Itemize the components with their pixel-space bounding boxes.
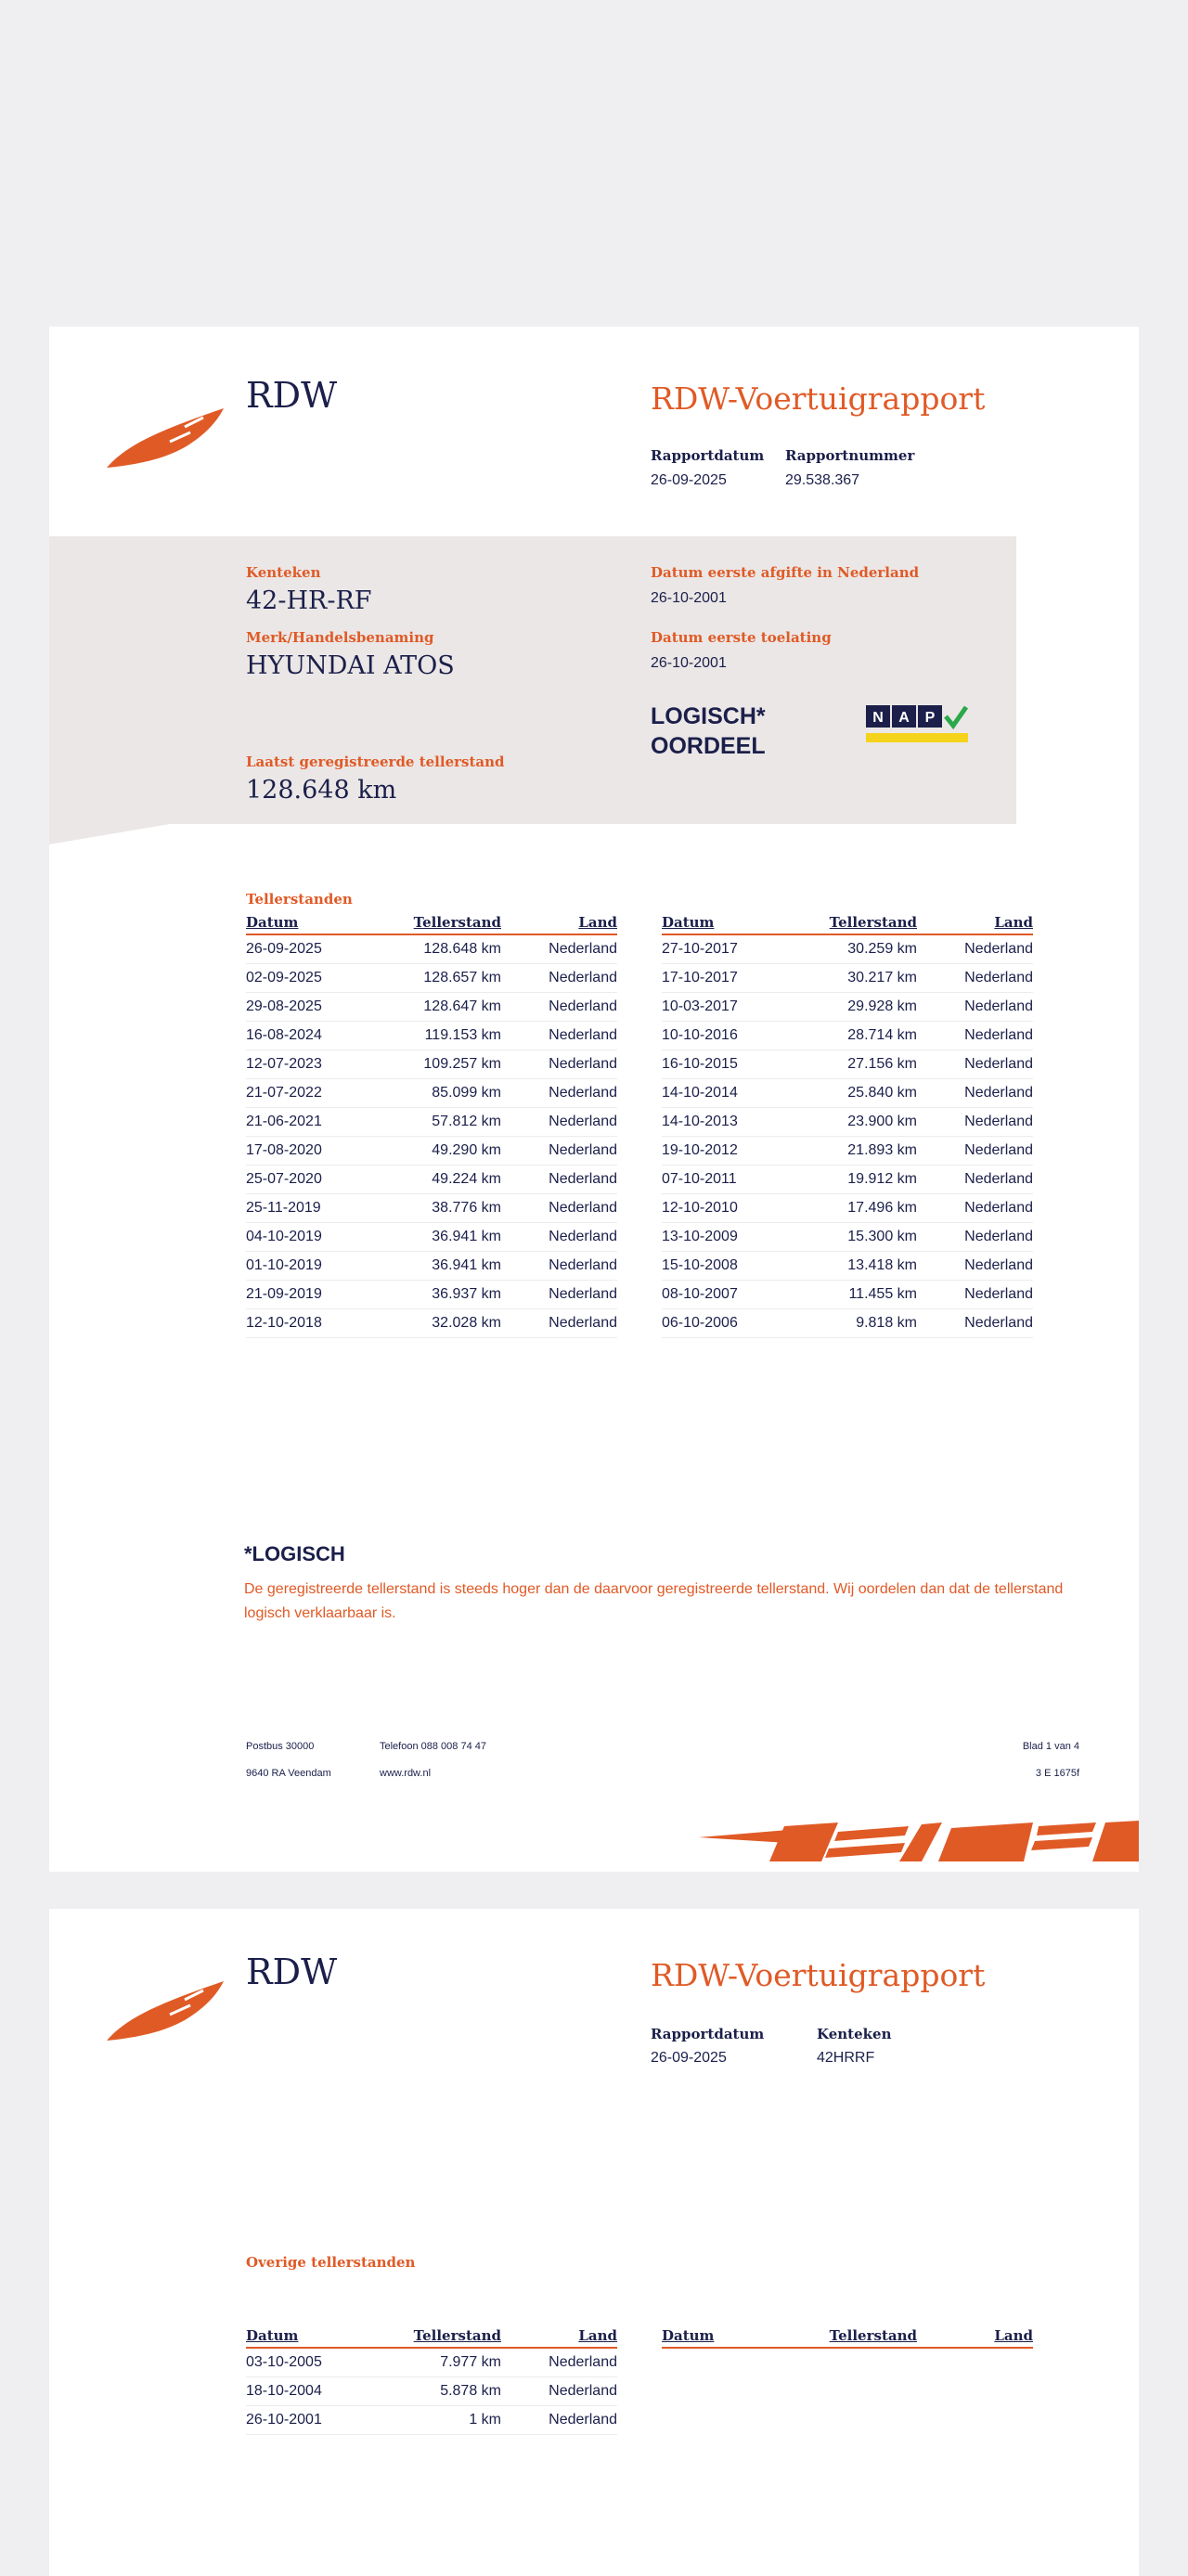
kenteken-value: 42-HR-RF	[246, 586, 372, 615]
country-cell: Nederland	[501, 1223, 617, 1252]
table-row	[246, 1050, 617, 1079]
table-header-row	[662, 911, 1033, 934]
date-cell: 02-09-2025	[246, 964, 390, 993]
overige-table-right	[662, 2325, 1033, 2349]
afgifte-label: Datum eerste afgifte in Nederland	[651, 564, 920, 581]
svg-text:N: N	[872, 710, 884, 726]
date-cell: 12-10-2018	[246, 1309, 390, 1338]
kenteken-value: 42HRRF	[817, 2050, 875, 2066]
odometer-cell: 23.900 km	[806, 1108, 917, 1137]
footer-blad: Blad 1 van 4	[1022, 1741, 1079, 1752]
country-cell: Nederland	[917, 1108, 1033, 1137]
country-cell: Nederland	[501, 993, 617, 1022]
country-cell: Nederland	[917, 1166, 1033, 1194]
table-row	[246, 1309, 617, 1338]
odometer-cell: 49.290 km	[390, 1137, 501, 1166]
column-header-tellerstand: Tellerstand	[390, 2325, 501, 2348]
odometer-cell: 49.224 km	[390, 1166, 501, 1194]
table-row	[246, 2406, 617, 2435]
tellerstanden-table-left	[246, 911, 617, 1338]
column-header-land: Land	[917, 911, 1033, 934]
toelating-value: 26-10-2001	[651, 655, 727, 671]
column-header-land: Land	[917, 2325, 1033, 2348]
date-cell: 16-08-2024	[246, 1022, 390, 1050]
odometer-cell: 128.647 km	[390, 993, 501, 1022]
table-row	[246, 1108, 617, 1137]
table-row	[662, 1281, 1033, 1309]
date-cell: 17-10-2017	[662, 964, 806, 993]
table-row	[246, 1252, 617, 1281]
country-cell: Nederland	[501, 1050, 617, 1079]
date-cell: 10-10-2016	[662, 1022, 806, 1050]
tellerstand-value: 128.648 km	[246, 776, 397, 805]
column-header-land: Land	[501, 911, 617, 934]
country-cell: Nederland	[501, 1022, 617, 1050]
table-row	[662, 964, 1033, 993]
date-cell: 25-07-2020	[246, 1166, 390, 1194]
odometer-cell: 30.259 km	[806, 934, 917, 964]
odometer-cell: 29.928 km	[806, 993, 917, 1022]
odometer-cell: 38.776 km	[390, 1194, 501, 1223]
rapportdatum-value: 26-09-2025	[651, 472, 727, 488]
date-cell: 27-10-2017	[662, 934, 806, 964]
report-title: RDW-Voertuigrapport	[651, 1957, 986, 1993]
table-row	[662, 934, 1033, 964]
date-cell: 08-10-2007	[662, 1281, 806, 1309]
toelating-label: Datum eerste toelating	[651, 629, 832, 646]
column-header-datum: Datum	[662, 911, 806, 934]
kenteken-label: Kenteken	[246, 564, 321, 581]
brand-name: RDW	[246, 375, 338, 416]
country-cell: Nederland	[501, 1137, 617, 1166]
tellerstanden-title: Tellerstanden	[246, 891, 353, 908]
tellerstanden-table-right	[662, 911, 1033, 1338]
country-cell: Nederland	[917, 1281, 1033, 1309]
odometer-cell: 27.156 km	[806, 1050, 917, 1079]
date-cell: 26-10-2001	[246, 2406, 390, 2435]
report-page-2	[49, 1909, 1139, 2576]
country-cell: Nederland	[917, 1223, 1033, 1252]
table-row	[246, 993, 617, 1022]
odometer-cell: 36.941 km	[390, 1252, 501, 1281]
date-cell: 07-10-2011	[662, 1166, 806, 1194]
table-row	[662, 1252, 1033, 1281]
rapportnummer-label: Rapportnummer	[785, 447, 915, 464]
table-row	[246, 1194, 617, 1223]
kenteken-label: Kenteken	[817, 2026, 892, 2042]
country-cell: Nederland	[501, 1108, 617, 1137]
date-cell: 12-07-2023	[246, 1050, 390, 1079]
country-cell: Nederland	[917, 1079, 1033, 1108]
table-header-row	[662, 2325, 1033, 2348]
country-cell: Nederland	[917, 1252, 1033, 1281]
odometer-cell: 11.455 km	[806, 1281, 917, 1309]
table-row	[662, 1194, 1033, 1223]
odometer-cell: 57.812 km	[390, 1108, 501, 1137]
table-row	[246, 1166, 617, 1194]
country-cell: Nederland	[917, 934, 1033, 964]
date-cell: 21-07-2022	[246, 1079, 390, 1108]
country-cell: Nederland	[501, 964, 617, 993]
table-row	[662, 1022, 1033, 1050]
rapportdatum-label: Rapportdatum	[651, 2026, 765, 2042]
merk-label: Merk/Handelsbenaming	[246, 629, 434, 646]
rdw-logo-icon	[99, 390, 229, 473]
country-cell: Nederland	[917, 1194, 1033, 1223]
table-row	[246, 1223, 617, 1252]
date-cell: 21-09-2019	[246, 1281, 390, 1309]
date-cell: 04-10-2019	[246, 1223, 390, 1252]
odometer-cell: 30.217 km	[806, 964, 917, 993]
table-row	[662, 1108, 1033, 1137]
country-cell: Nederland	[501, 1252, 617, 1281]
column-header-tellerstand: Tellerstand	[390, 911, 501, 934]
odometer-cell: 36.937 km	[390, 1281, 501, 1309]
report-page-1	[49, 327, 1139, 1872]
country-cell: Nederland	[501, 934, 617, 964]
date-cell: 18-10-2004	[246, 2377, 390, 2406]
country-cell: Nederland	[501, 2406, 617, 2435]
date-cell: 21-06-2021	[246, 1108, 390, 1137]
date-cell: 16-10-2015	[662, 1050, 806, 1079]
country-cell: Nederland	[917, 1309, 1033, 1338]
column-header-land: Land	[501, 2325, 617, 2348]
footer-city: 9640 RA Veendam	[246, 1768, 331, 1779]
footer-postbus: Postbus 30000	[246, 1741, 315, 1752]
merk-value: HYUNDAI ATOS	[246, 651, 455, 680]
table-row	[246, 1079, 617, 1108]
table-row	[246, 2348, 617, 2377]
country-cell: Nederland	[917, 1137, 1033, 1166]
date-cell: 06-10-2006	[662, 1309, 806, 1338]
country-cell: Nederland	[917, 1050, 1033, 1079]
country-cell: Nederland	[501, 1079, 617, 1108]
odometer-cell: 1 km	[390, 2406, 501, 2435]
odometer-cell: 85.099 km	[390, 1079, 501, 1108]
report-title: RDW-Voertuigrapport	[651, 380, 986, 417]
column-header-datum: Datum	[246, 2325, 390, 2348]
column-header-tellerstand: Tellerstand	[806, 2325, 917, 2348]
footer-code: 3 E 1675f	[1035, 1768, 1079, 1779]
footer-telefoon: Telefoon 088 008 74 47	[380, 1741, 486, 1752]
country-cell: Nederland	[917, 1022, 1033, 1050]
odometer-cell: 36.941 km	[390, 1223, 501, 1252]
date-cell: 03-10-2005	[246, 2348, 390, 2377]
table-row	[662, 1166, 1033, 1194]
tellerstand-label: Laatst geregistreerde tellerstand	[246, 753, 505, 770]
footer-website[interactable]: www.rdw.nl	[380, 1768, 432, 1779]
overige-title: Overige tellerstanden	[246, 2254, 416, 2271]
date-cell: 14-10-2013	[662, 1108, 806, 1137]
column-header-datum: Datum	[246, 911, 390, 934]
nap-logo-icon	[866, 705, 968, 744]
odometer-cell: 19.912 km	[806, 1166, 917, 1194]
table-row	[662, 993, 1033, 1022]
table-row	[246, 934, 617, 964]
odometer-cell: 7.977 km	[390, 2348, 501, 2377]
table-row	[662, 1223, 1033, 1252]
verdict-line2: OORDEEL	[651, 733, 766, 759]
country-cell: Nederland	[501, 2377, 617, 2406]
table-row	[246, 964, 617, 993]
odometer-cell: 21.893 km	[806, 1137, 917, 1166]
rapportdatum-value: 26-09-2025	[651, 2050, 727, 2066]
table-row	[246, 1022, 617, 1050]
date-cell: 17-08-2020	[246, 1137, 390, 1166]
vehicle-info-box	[49, 536, 1016, 824]
odometer-cell: 119.153 km	[390, 1022, 501, 1050]
column-header-tellerstand: Tellerstand	[806, 911, 917, 934]
date-cell: 10-03-2017	[662, 993, 806, 1022]
svg-text:A: A	[898, 710, 910, 726]
date-cell: 19-10-2012	[662, 1137, 806, 1166]
logisch-note-text: De geregistreerde tellerstand is steeds hoger dan de daarvoor geregistreerde tellerstand. Wij oordelen dan dat de tellerstand logisch verklaarbaar is.	[244, 1581, 1064, 1621]
table-row	[662, 1079, 1033, 1108]
brand-name: RDW	[246, 1951, 338, 1992]
country-cell: Nederland	[917, 993, 1033, 1022]
odometer-cell: 25.840 km	[806, 1079, 917, 1108]
rapportnummer-value: 29.538.367	[785, 472, 860, 488]
odometer-cell: 17.496 km	[806, 1194, 917, 1223]
odometer-cell: 13.418 km	[806, 1252, 917, 1281]
date-cell: 15-10-2008	[662, 1252, 806, 1281]
date-cell: 26-09-2025	[246, 934, 390, 964]
overige-table-left	[246, 2325, 617, 2435]
rdw-logo-icon	[99, 1963, 229, 2046]
date-cell: 13-10-2009	[662, 1223, 806, 1252]
country-cell: Nederland	[501, 1281, 617, 1309]
country-cell: Nederland	[917, 964, 1033, 993]
odometer-cell: 9.818 km	[806, 1309, 917, 1338]
logisch-note-title: *LOGISCH	[244, 1542, 345, 1565]
table-row	[662, 1137, 1033, 1166]
country-cell: Nederland	[501, 2348, 617, 2377]
svg-text:P: P	[924, 710, 936, 726]
verdict-line1: LOGISCH*	[651, 703, 766, 729]
table-row	[662, 1309, 1033, 1338]
country-cell: Nederland	[501, 1194, 617, 1223]
date-cell: 12-10-2010	[662, 1194, 806, 1223]
table-row	[246, 2377, 617, 2406]
country-cell: Nederland	[501, 1166, 617, 1194]
country-cell: Nederland	[501, 1309, 617, 1338]
table-row	[662, 1050, 1033, 1079]
decorative-stripes-icon	[699, 1821, 1139, 1861]
rapportdatum-label: Rapportdatum	[651, 447, 765, 464]
odometer-cell: 5.878 km	[390, 2377, 501, 2406]
odometer-cell: 128.648 km	[390, 934, 501, 964]
odometer-cell: 128.657 km	[390, 964, 501, 993]
table-row	[246, 1137, 617, 1166]
date-cell: 01-10-2019	[246, 1252, 390, 1281]
date-cell: 25-11-2019	[246, 1194, 390, 1223]
date-cell: 14-10-2014	[662, 1079, 806, 1108]
column-header-datum: Datum	[662, 2325, 806, 2348]
afgifte-value: 26-10-2001	[651, 590, 727, 606]
date-cell: 29-08-2025	[246, 993, 390, 1022]
table-header-row	[246, 2325, 617, 2348]
info-box-notch	[49, 824, 170, 844]
table-header-row	[246, 911, 617, 934]
odometer-cell: 28.714 km	[806, 1022, 917, 1050]
odometer-cell: 15.300 km	[806, 1223, 917, 1252]
odometer-cell: 32.028 km	[390, 1309, 501, 1338]
table-row	[246, 1281, 617, 1309]
odometer-cell: 109.257 km	[390, 1050, 501, 1079]
